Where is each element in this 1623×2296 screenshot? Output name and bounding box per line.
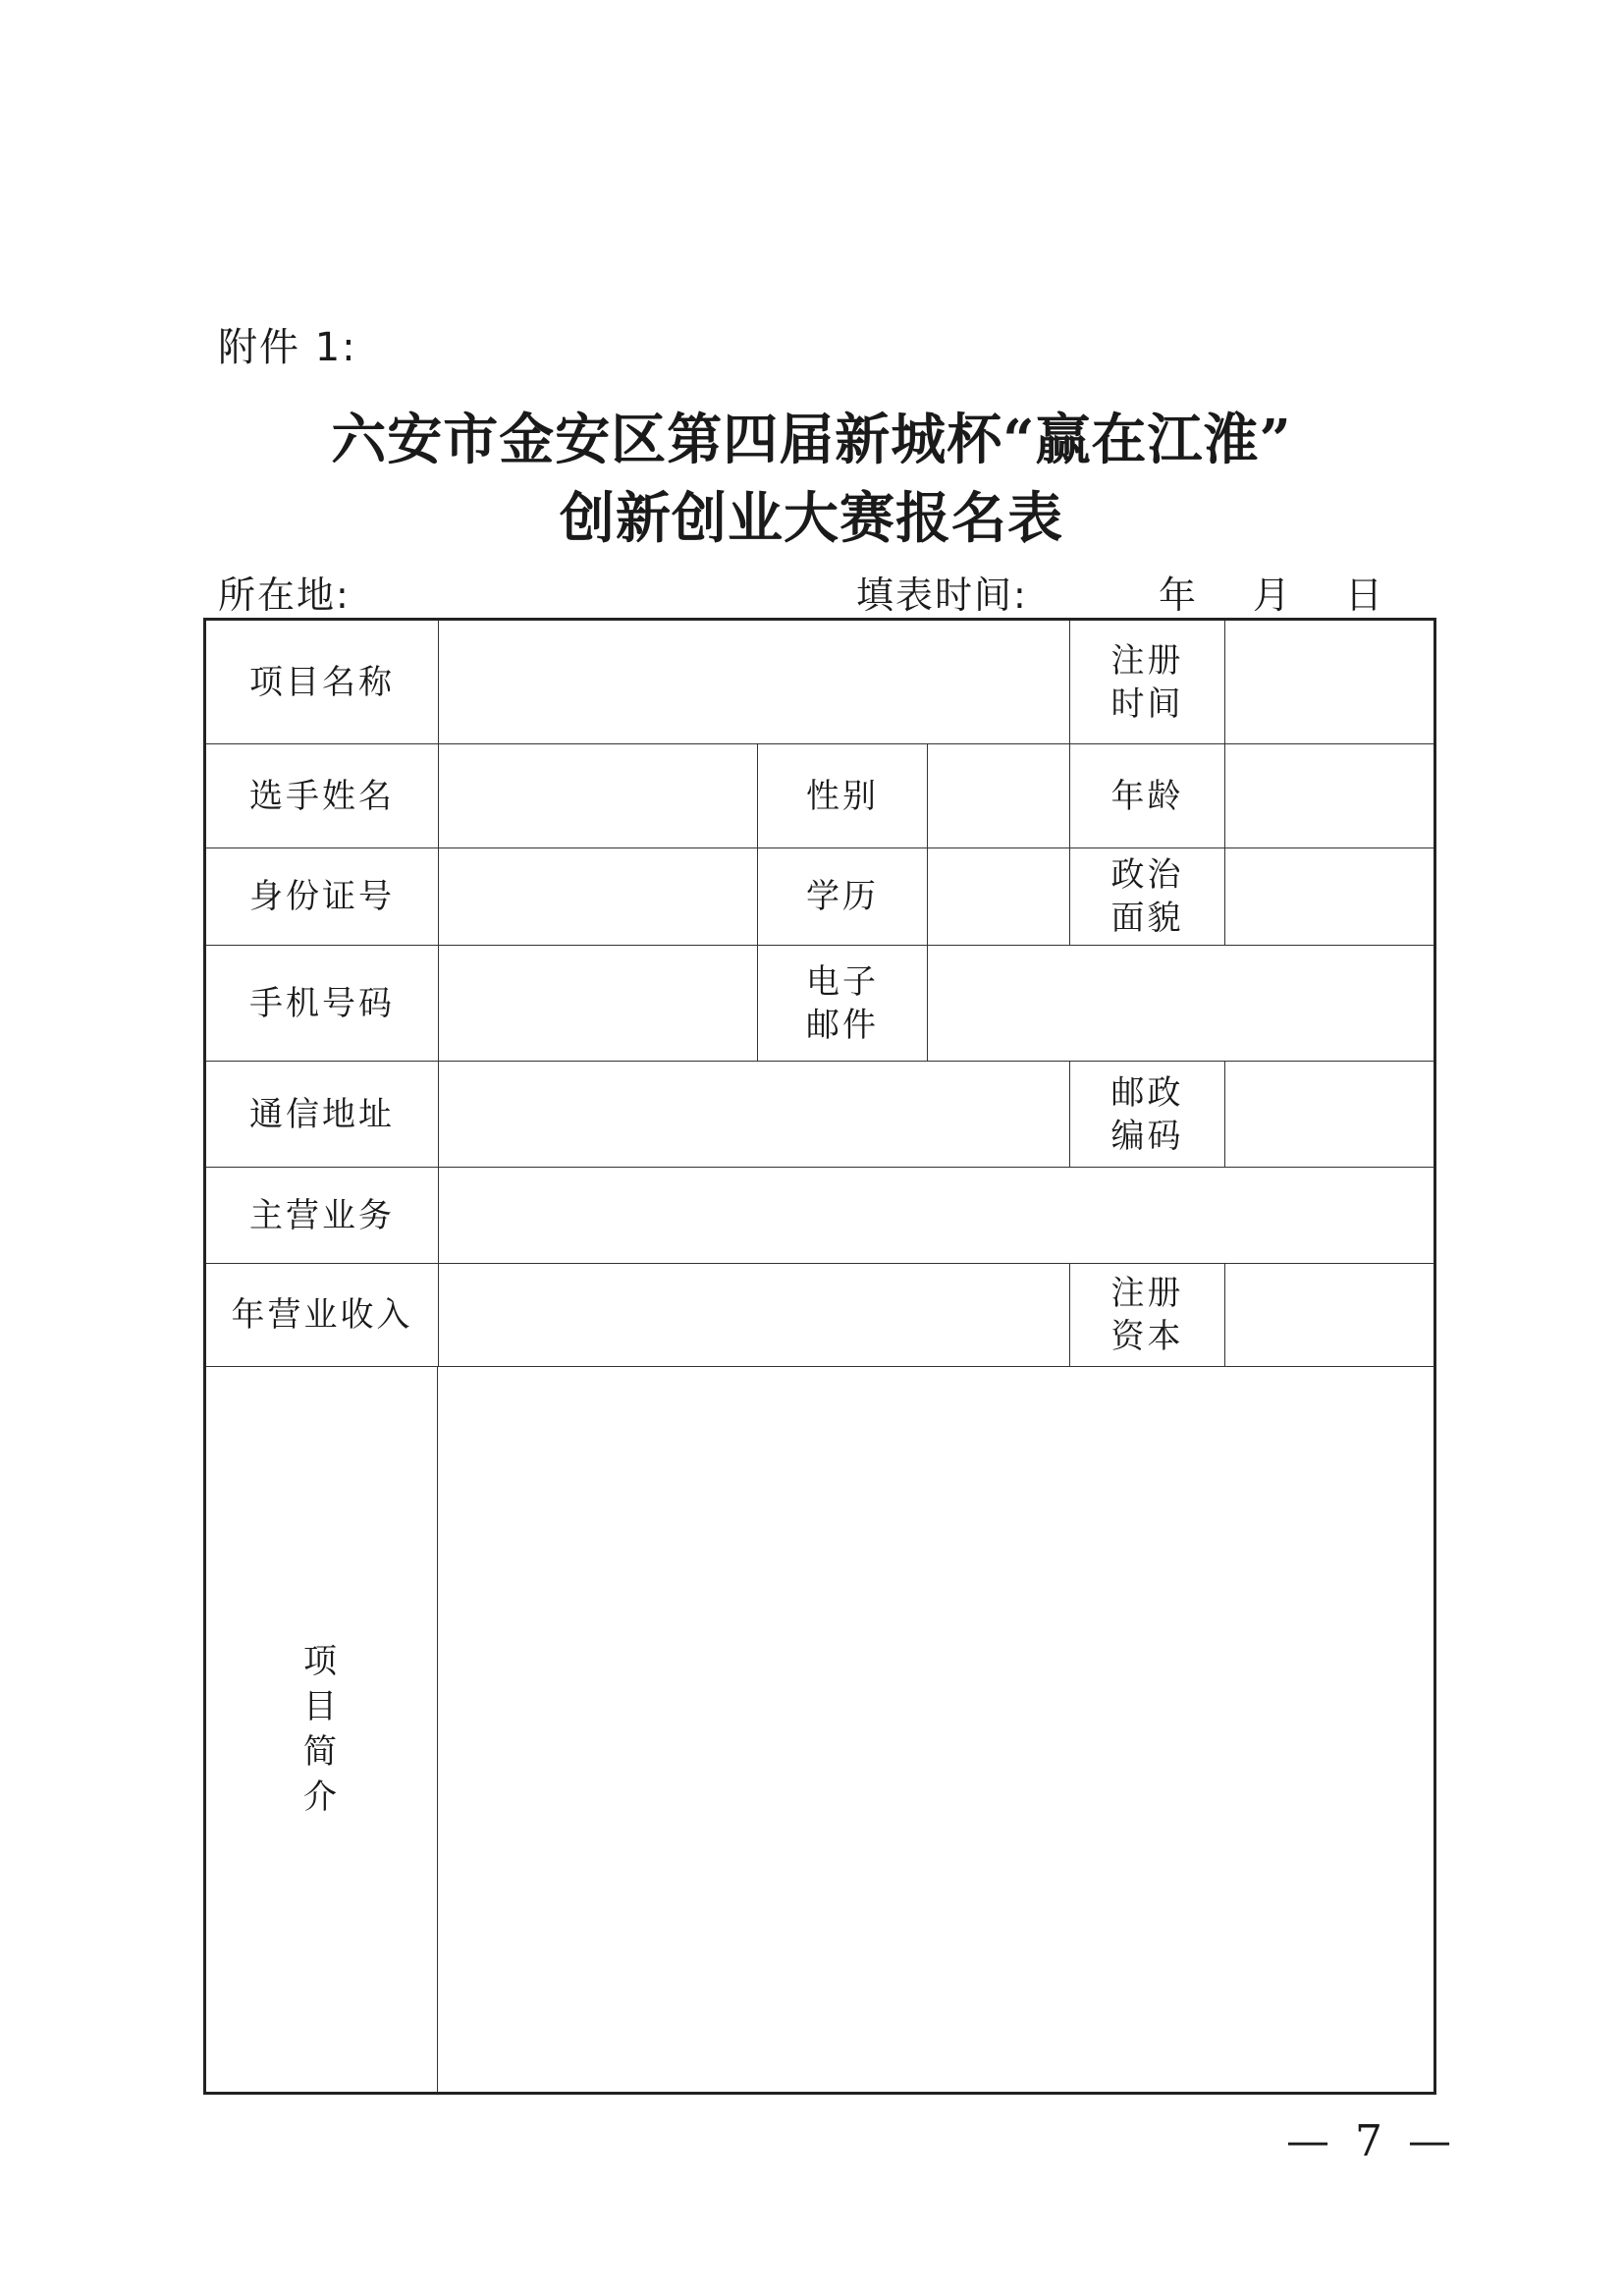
register-time-label-line1: 注册	[1110, 640, 1184, 681]
year-label: 年	[1159, 574, 1199, 617]
age-label: 年龄	[1070, 744, 1225, 848]
education-field[interactable]	[928, 848, 1070, 946]
gender-field[interactable]	[928, 744, 1070, 848]
postcode-label-line1: 邮政	[1110, 1072, 1184, 1113]
project-intro-label	[206, 1367, 438, 2092]
address-field[interactable]	[439, 1062, 1070, 1168]
project-intro-field[interactable]	[438, 1367, 1434, 2092]
project-intro-char: 项	[303, 1642, 340, 1681]
gender-label: 性别	[758, 744, 928, 848]
fill-time-label: 填表时间:	[856, 574, 1028, 617]
project-intro-char: 简	[303, 1732, 340, 1772]
registered-capital-field[interactable]	[1225, 1264, 1434, 1367]
postcode-label	[1070, 1062, 1225, 1168]
page-number: — 7 —	[1286, 2116, 1457, 2166]
register-time-label	[1070, 621, 1225, 744]
education-label: 学历	[758, 848, 928, 946]
phone-field[interactable]	[439, 946, 758, 1062]
political-status-label	[1070, 848, 1225, 946]
political-status-label-line2: 面貌	[1110, 899, 1184, 938]
project-name-label: 项目名称	[206, 621, 439, 744]
main-business-label: 主营业务	[206, 1168, 439, 1264]
register-time-field[interactable]	[1225, 621, 1434, 744]
attachment-label: 附件 1:	[218, 325, 357, 370]
location-label: 所在地:	[218, 574, 351, 617]
project-intro-char: 目	[303, 1687, 340, 1726]
political-status-field[interactable]	[1225, 848, 1434, 946]
player-name-label: 选手姓名	[206, 744, 439, 848]
registration-form	[203, 618, 1436, 2095]
id-number-label: 身份证号	[206, 848, 439, 946]
phone-label: 手机号码	[206, 946, 439, 1062]
project-intro-char: 介	[303, 1777, 340, 1817]
email-label-line1: 电子	[806, 961, 879, 1002]
postcode-field[interactable]	[1225, 1062, 1434, 1168]
main-business-field[interactable]	[439, 1168, 1434, 1264]
annual-revenue-label: 年营业收入	[206, 1264, 439, 1367]
registered-capital-label	[1070, 1264, 1225, 1367]
form-title-line1: 六安市金安区第四届新城杯“赢在江淮”	[331, 408, 1292, 472]
register-time-label-line2: 时间	[1110, 683, 1184, 724]
registered-capital-label-line2: 资本	[1110, 1317, 1184, 1356]
month-label: 月	[1253, 574, 1293, 617]
form-title-line2: 创新创业大赛报名表	[560, 486, 1063, 551]
project-name-field[interactable]	[439, 621, 1070, 744]
id-number-field[interactable]	[439, 848, 758, 946]
age-field[interactable]	[1225, 744, 1434, 848]
annual-revenue-field[interactable]	[439, 1264, 1070, 1367]
address-label: 通信地址	[206, 1062, 439, 1168]
political-status-label-line1: 政治	[1110, 855, 1184, 895]
email-field[interactable]	[928, 946, 1434, 1062]
day-label: 日	[1345, 574, 1385, 617]
email-label	[758, 946, 928, 1062]
registered-capital-label-line1: 注册	[1110, 1274, 1184, 1313]
email-label-line2: 邮件	[806, 1005, 879, 1045]
postcode-label-line2: 编码	[1110, 1116, 1184, 1156]
player-name-field[interactable]	[439, 744, 758, 848]
